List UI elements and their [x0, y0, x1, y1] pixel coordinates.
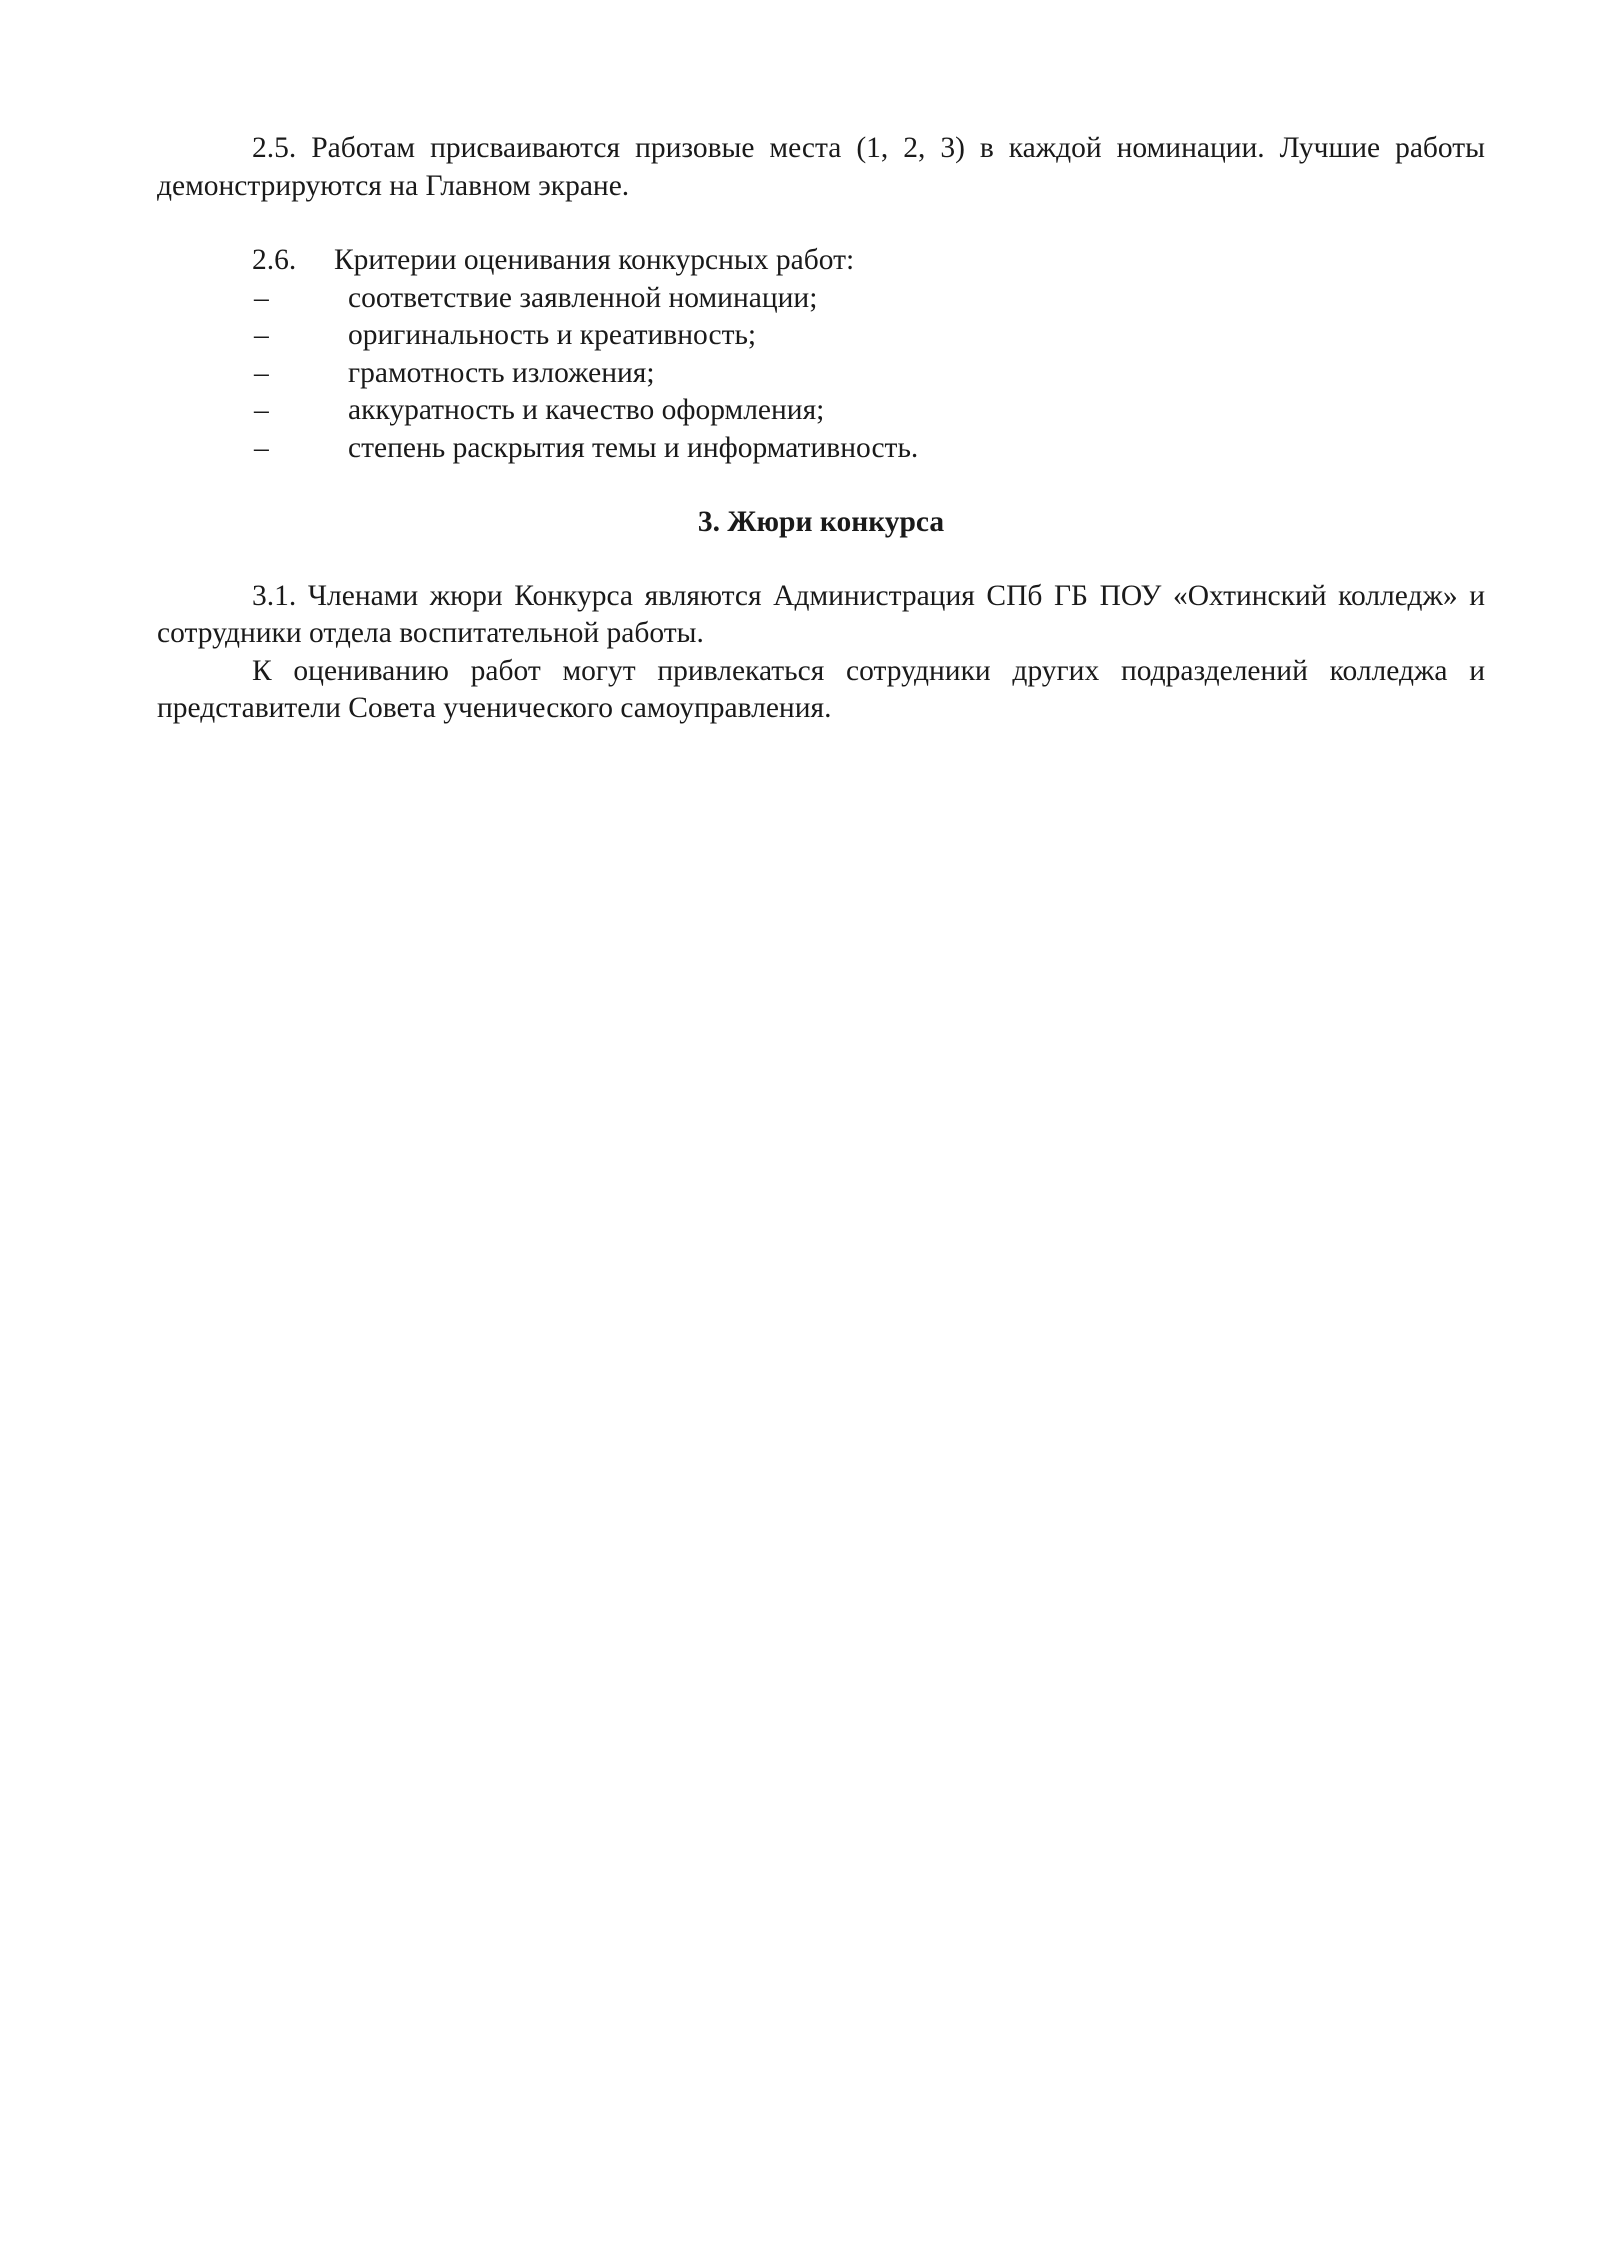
list-item-text: оригинальность и креативность; — [348, 319, 757, 351]
list-dash: – — [254, 394, 269, 426]
paragraph-2-5: 2.5. Работам присваиваются призовые места (1, 2, 3) в каждой номинации. Лучшие работы демонстрируются на Главном экране. — [157, 132, 1485, 202]
paragraph-3-1: 3.1. Членами жюри Конкурса являются Администрация СПб ГБ ПОУ «Охтинский колледж» и сотрудники отдела воспитательной работы. — [157, 579, 1485, 649]
section-title-jury: 3. Жюри конкурса — [697, 506, 945, 538]
list-item — [157, 392, 1485, 430]
criteria-list — [157, 280, 1485, 468]
list-dash: – — [254, 281, 269, 314]
list-item-text: степень раскрытия темы и информативность. — [348, 431, 919, 464]
paragraph-2-6-text: Критерии оценивания конкурсных работ: — [334, 244, 855, 276]
criteria-section — [157, 242, 1485, 467]
list-dash: – — [254, 431, 269, 464]
list-dash: – — [254, 319, 269, 351]
list-item — [157, 355, 1485, 393]
list-item-text: грамотность изложения; — [348, 356, 655, 389]
list-item — [157, 280, 1485, 318]
paragraph-2-6 — [157, 242, 1485, 280]
paragraph-2-6-number: 2.6. — [252, 244, 297, 276]
list-item — [157, 317, 1485, 355]
list-item-text: аккуратность и качество оформления; — [348, 394, 825, 426]
paragraph-3-1-continued: К оцениванию работ могут привлекаться сотрудники других подразделений колледжа и представители Совета ученического самоуправления. — [157, 654, 1485, 724]
list-dash: – — [254, 356, 269, 389]
list-item-text: соответствие заявленной номинации; — [348, 281, 818, 314]
list-item — [157, 430, 1485, 468]
